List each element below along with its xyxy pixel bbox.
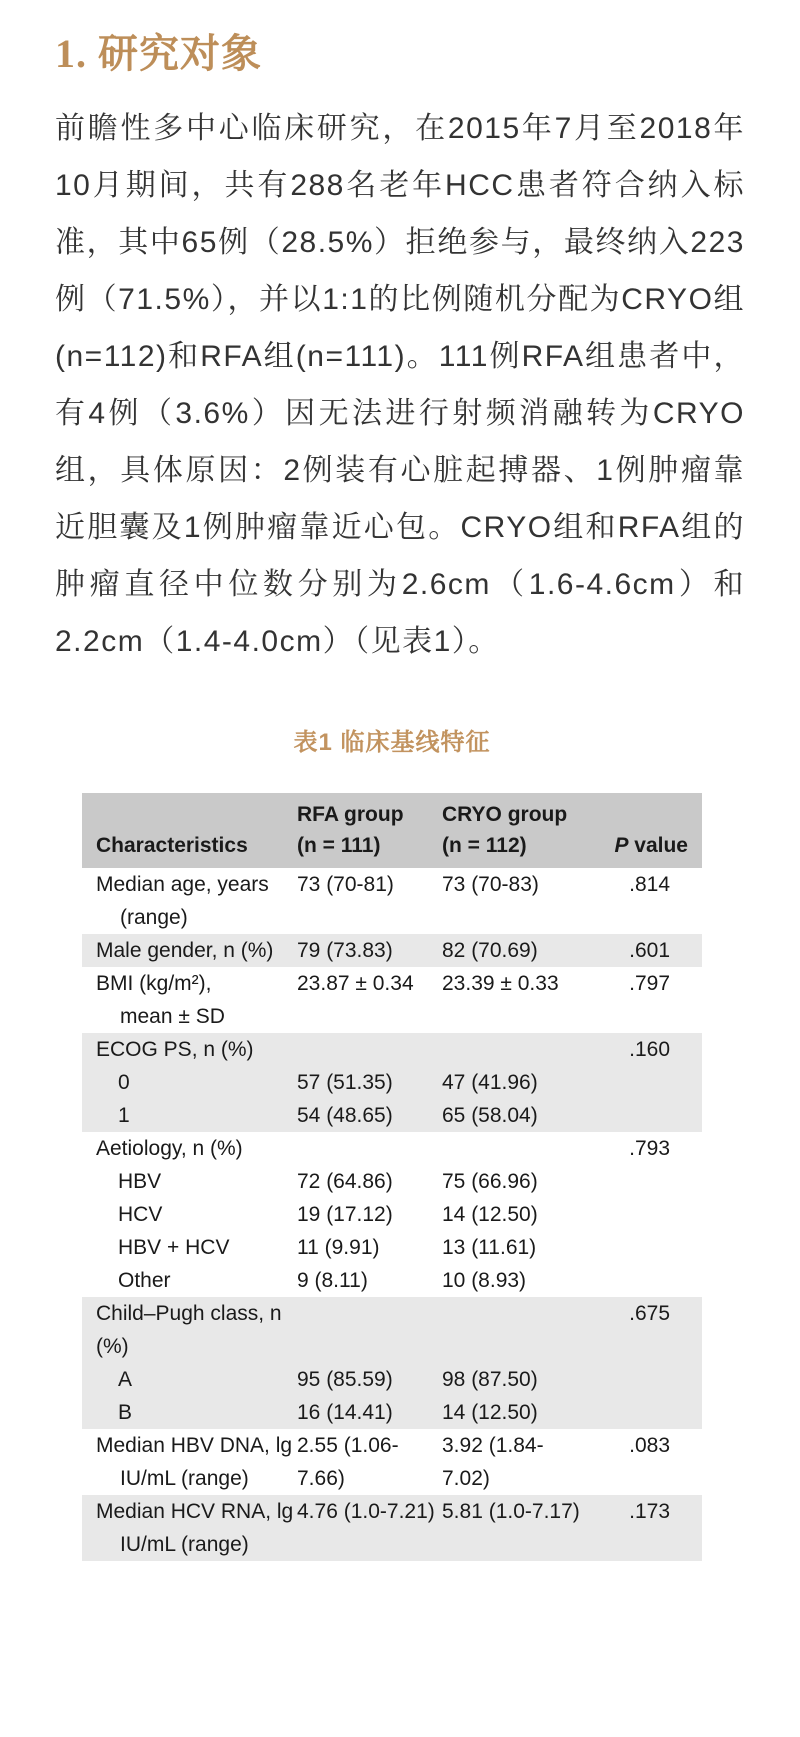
row-label: HCV bbox=[118, 1203, 163, 1226]
p-value: .160 bbox=[587, 1033, 702, 1066]
section-heading: 1. 研究对象 bbox=[55, 31, 262, 76]
cryo-value: 3.92 (1.84-7.02) bbox=[442, 1434, 544, 1490]
table-row bbox=[82, 1429, 702, 1495]
cryo-value: 5.81 (1.0-7.17) bbox=[442, 1495, 587, 1561]
row-label: HBV bbox=[118, 1170, 162, 1193]
p-value bbox=[587, 1231, 702, 1264]
p-value: .797 bbox=[629, 972, 670, 995]
rfa-value bbox=[297, 1033, 442, 1066]
baseline-table bbox=[82, 793, 702, 1561]
cryo-value: 47 (41.96) bbox=[442, 1066, 587, 1099]
row-label: 1 bbox=[82, 1099, 297, 1132]
p-value: .601 bbox=[587, 934, 702, 967]
p-value: .814 bbox=[629, 873, 670, 896]
p-value bbox=[587, 1264, 702, 1297]
rfa-value: 72 (64.86) bbox=[297, 1170, 393, 1193]
rfa-value: 11 (9.91) bbox=[297, 1236, 380, 1259]
table-row bbox=[82, 967, 702, 1033]
table-row bbox=[82, 1033, 702, 1066]
table-row bbox=[82, 1198, 702, 1231]
table-row bbox=[82, 934, 702, 967]
cryo-value bbox=[442, 1297, 587, 1363]
cryo-group-label: CRYO group bbox=[442, 803, 568, 826]
rfa-value: 16 (14.41) bbox=[297, 1396, 442, 1429]
cryo-value: 98 (87.50) bbox=[442, 1363, 587, 1396]
cryo-value: 13 (11.61) bbox=[442, 1236, 537, 1259]
row-label: Median HBV DNA, lg IU/mL (range) bbox=[96, 1434, 293, 1490]
cryo-value: 23.39 ± 0.33 bbox=[442, 972, 559, 995]
rfa-value bbox=[297, 1132, 442, 1165]
table-row bbox=[82, 1165, 702, 1198]
rfa-value: 54 (48.65) bbox=[297, 1099, 442, 1132]
rfa-value: 57 (51.35) bbox=[297, 1066, 442, 1099]
p-value bbox=[587, 1396, 702, 1429]
table-row bbox=[82, 868, 702, 934]
row-label: A bbox=[82, 1363, 297, 1396]
row-label: ECOG PS, n (%) bbox=[82, 1033, 297, 1066]
table-row bbox=[82, 1099, 702, 1132]
table-row bbox=[82, 1396, 702, 1429]
p-value-italic-p: P bbox=[614, 834, 629, 857]
cryo-value: 14 (12.50) bbox=[442, 1203, 538, 1226]
rfa-value: 23.87 ± 0.34 bbox=[297, 972, 414, 995]
row-label: Male gender, n (%) bbox=[82, 934, 297, 967]
col-header-rfa-group bbox=[297, 793, 442, 868]
row-label: Median HCV RNA, lg IU/mL (range) bbox=[82, 1495, 297, 1561]
row-label: HBV + HCV bbox=[118, 1236, 230, 1259]
rfa-value: 79 (73.83) bbox=[297, 934, 442, 967]
rfa-value: 73 (70-81) bbox=[297, 873, 394, 896]
row-label: Child–Pugh class, n (%) bbox=[82, 1297, 297, 1363]
p-value-rest: value bbox=[628, 834, 688, 857]
col-header-p-value bbox=[587, 793, 702, 868]
row-label: BMI (kg/m²), mean ± SD bbox=[96, 972, 225, 1028]
body-paragraph: 前瞻性多中心临床研究，在2015年7月至2018年10月期间，共有288名老年HCC患者符合纳入标准，其中65例（28.5%）拒绝参与，最终纳入223例（71.5%），并以1:1的比例随机分配为CRYO组(n=112)和RFA组(n=111)。111例RFA组患者中，有4例（3.6%）因无法进行射频消融转为CRYO组，具体原因：2例装有心脏起搏器、1例肿瘤靠近胆囊及1例肿瘤靠近心包。CRYO组和RFA组的肿瘤直径中位数分别为2.6cm（1.6-4.6cm）和2.2cm（1.4-4.0cm）（见表1）。 bbox=[55, 112, 745, 658]
p-value bbox=[587, 1363, 702, 1396]
table-caption: 表1 临床基线特征 bbox=[293, 729, 491, 756]
table-row bbox=[82, 1231, 702, 1264]
cryo-value: 73 (70-83) bbox=[442, 873, 539, 896]
cryo-value: 10 (8.93) bbox=[442, 1269, 527, 1292]
row-label: Aetiology, n (%) bbox=[96, 1137, 243, 1160]
table-row bbox=[82, 1363, 702, 1396]
table-row bbox=[82, 1264, 702, 1297]
row-label: Median age, years (range) bbox=[96, 873, 269, 929]
cryo-value: 14 (12.50) bbox=[442, 1396, 587, 1429]
rfa-value: 9 (8.11) bbox=[297, 1269, 368, 1292]
p-value bbox=[587, 1165, 702, 1198]
table-row bbox=[82, 1066, 702, 1099]
rfa-group-n: (n = 111) bbox=[297, 834, 381, 857]
rfa-value: 4.76 (1.0-7.21) bbox=[297, 1495, 442, 1561]
table-header bbox=[82, 793, 702, 868]
p-value bbox=[587, 1099, 702, 1132]
rfa-value: 19 (17.12) bbox=[297, 1203, 393, 1226]
article bbox=[0, 30, 800, 1561]
document-page bbox=[0, 30, 800, 1737]
rfa-group-label: RFA group bbox=[297, 803, 404, 826]
p-value bbox=[587, 1198, 702, 1231]
cryo-value: 82 (70.69) bbox=[442, 934, 587, 967]
cryo-value bbox=[442, 1033, 587, 1066]
table-row bbox=[82, 1132, 702, 1165]
rfa-value: 95 (85.59) bbox=[297, 1363, 442, 1396]
p-value: .675 bbox=[587, 1297, 702, 1363]
p-value bbox=[587, 1066, 702, 1099]
p-value: .173 bbox=[587, 1495, 702, 1561]
table-row bbox=[82, 1297, 702, 1363]
cryo-group-n: (n = 112) bbox=[442, 834, 527, 857]
rfa-value: 2.55 (1.06-7.66) bbox=[297, 1434, 399, 1490]
cryo-value: 65 (58.04) bbox=[442, 1099, 587, 1132]
p-value: .793 bbox=[629, 1137, 670, 1160]
row-label: B bbox=[82, 1396, 297, 1429]
rfa-value bbox=[297, 1297, 442, 1363]
cryo-value bbox=[442, 1132, 587, 1165]
p-value: .083 bbox=[629, 1434, 670, 1457]
row-label: Other bbox=[118, 1269, 171, 1292]
baseline-table-body bbox=[82, 868, 702, 1561]
col-header-cryo-group bbox=[442, 793, 587, 868]
cryo-value: 75 (66.96) bbox=[442, 1170, 538, 1193]
col-header-characteristics: Characteristics bbox=[82, 793, 297, 868]
table-row bbox=[82, 1495, 702, 1561]
row-label: 0 bbox=[82, 1066, 297, 1099]
table-header-row bbox=[82, 793, 702, 868]
